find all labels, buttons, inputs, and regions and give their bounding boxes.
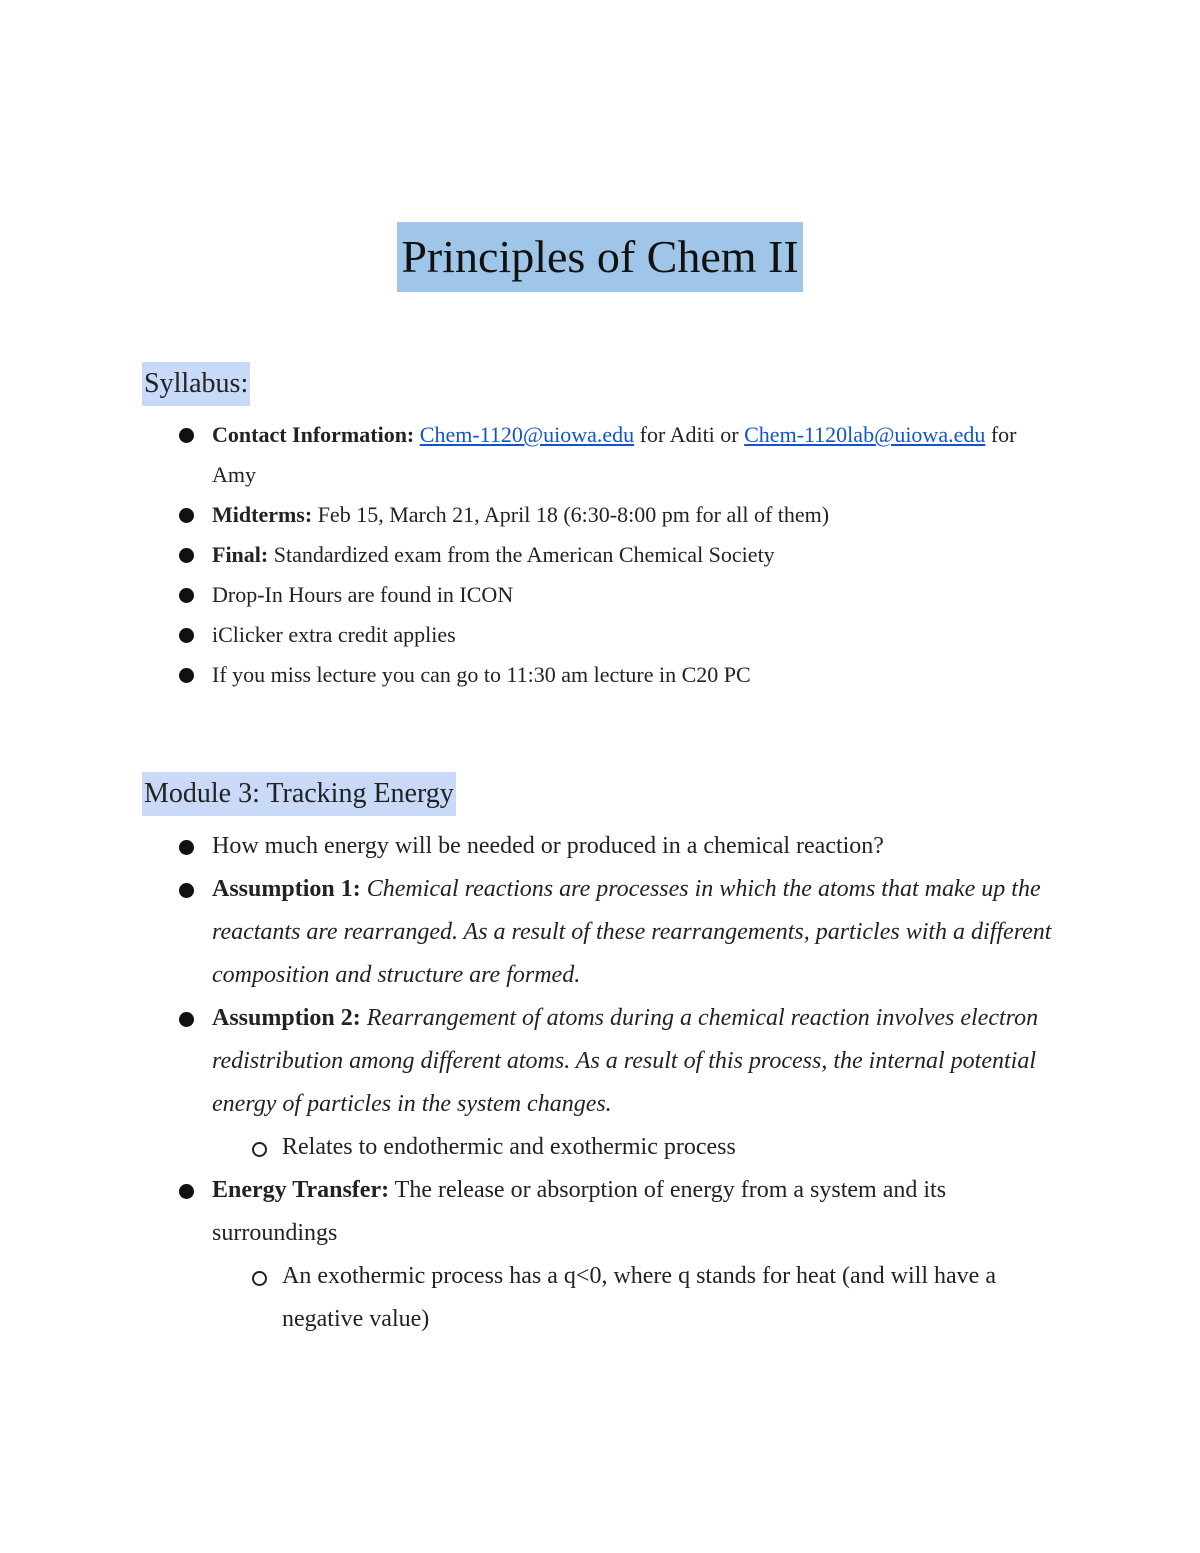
final-label: Final: [212, 542, 269, 567]
bullet-icon [179, 428, 194, 443]
bullet-icon [179, 1184, 194, 1199]
bullet-icon [179, 883, 194, 898]
bullet-icon [179, 508, 194, 523]
list-item-question [0, 825, 1200, 868]
hollow-bullet-icon [252, 1271, 267, 1286]
midterms-label: Midterms: [212, 502, 313, 527]
list-item-contact [0, 415, 1200, 495]
list-item-assumption-1 [0, 868, 1200, 997]
syllabus-list [0, 415, 1200, 695]
bullet-icon [179, 840, 194, 855]
sublist-item-endothermic [212, 1126, 1060, 1169]
title-wrapper [0, 222, 1200, 292]
contact-end-text: for Amy [212, 422, 1017, 487]
missed-lecture-text: If you miss lecture you can go to 11:30 am lecture in C20 PC [212, 662, 751, 687]
final-text: Standardized exam from the American Chemical Society [268, 542, 775, 567]
energy-transfer-label: Energy Transfer: [212, 1177, 390, 1203]
contact-mid-text: for Aditi or [634, 422, 745, 447]
page-title: Principles of Chem II [397, 222, 802, 292]
list-item-missed-lecture [0, 655, 1200, 695]
assumption-2-text: Rearrangement of atoms during a chemical reaction involves electron redistribution among different atoms. As a result of this process, the internal potential energy of particles in the system changes. [212, 1005, 1039, 1117]
list-item-iclicker [0, 615, 1200, 655]
exothermic-text: An exothermic process has a q<0, where q stands for heat (and will have a negative value) [282, 1263, 996, 1332]
bullet-icon [179, 668, 194, 683]
contact-label: Contact Information: [212, 422, 415, 447]
bullet-icon [179, 588, 194, 603]
midterms-text: Feb 15, March 21, April 18 (6:30-8:00 pm for all of them) [312, 502, 830, 527]
bullet-icon [179, 1012, 194, 1027]
assumption-2-label: Assumption 2: [212, 1005, 361, 1031]
assumption-1-label: Assumption 1: [212, 876, 361, 902]
list-item-final [0, 535, 1200, 575]
endothermic-text: Relates to endothermic and exothermic process [282, 1134, 736, 1160]
module3-heading: Module 3: Tracking Energy [142, 772, 456, 816]
energy-transfer-sublist [212, 1255, 1060, 1341]
email-link-lab[interactable]: Chem-1120lab@uiowa.edu [744, 422, 986, 447]
hollow-bullet-icon [252, 1142, 267, 1157]
assumption-2-sublist [212, 1126, 1060, 1169]
energy-transfer-text: The release or absorption of energy from a system and its surroundings [212, 1177, 947, 1246]
list-item-energy-transfer [0, 1169, 1200, 1341]
syllabus-heading: Syllabus: [142, 362, 250, 406]
bullet-icon [179, 628, 194, 643]
bullet-icon [179, 548, 194, 563]
module3-list [0, 825, 1200, 1341]
email-link-lecture[interactable]: Chem-1120@uiowa.edu [419, 422, 635, 447]
list-item-midterms [0, 495, 1200, 535]
iclicker-text: iClicker extra credit applies [212, 622, 456, 647]
assumption-1-text: Chemical reactions are processes in which the atoms that make up the reactants are rearranged. As a result of these rearrangements, particles with a different composition and structure are formed. [212, 876, 1052, 988]
dropin-text: Drop-In Hours are found in ICON [212, 582, 514, 607]
list-item-assumption-2 [0, 997, 1200, 1169]
sublist-item-exothermic [212, 1255, 1060, 1341]
list-item-dropin [0, 575, 1200, 615]
question-text: How much energy will be needed or produced in a chemical reaction? [212, 833, 884, 859]
